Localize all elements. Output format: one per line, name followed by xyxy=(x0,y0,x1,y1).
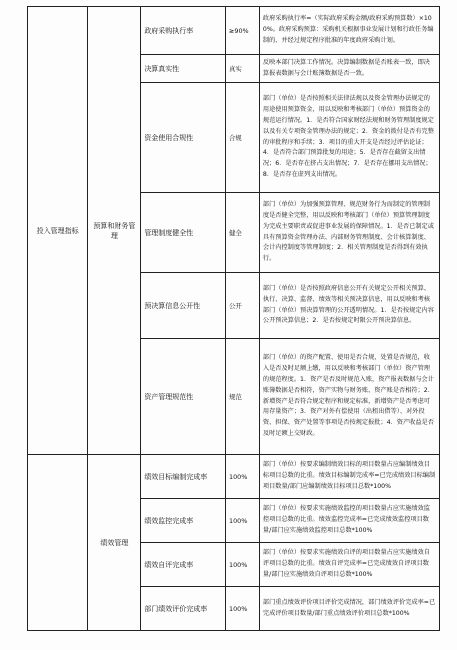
level1-cell-continued xyxy=(28,455,88,631)
standard-cell: ≥90% xyxy=(226,7,260,55)
table-row xyxy=(28,455,440,499)
description-cell: 部门（单位）是否按照政府信息公开有关规定公开相关预算、执行、决算、监督、绩效等相关预决算信息，用以反映和考核部门（单位）预决算管理的公开透明情况。1．是否按规定内容公开预决算信息；2．是否按规定时限公开预决算信息。 xyxy=(259,273,439,339)
standard-cell: 公开 xyxy=(226,273,260,339)
description-cell: 部门（单位）按要求实施绩效自评的项目数量占应实施绩效自评项目总数的比重。绩效自评完成率=已完成绩效自评项目数量/部门应实施绩效自评项目总数*100% xyxy=(259,543,439,587)
standard-cell: 100% xyxy=(226,587,260,631)
standard-cell: 100% xyxy=(226,543,260,587)
indicator-table xyxy=(27,6,440,631)
indicator-cell: 部门绩效评价完成率 xyxy=(141,587,226,631)
standard-cell: 健全 xyxy=(226,193,260,273)
standard-cell: 规范 xyxy=(226,339,260,455)
description-cell: 反映本部门决算工作情况。决算编制数据是否账表一致，即决算报表数据与会计账簿数据是否一致。 xyxy=(259,55,439,83)
description-cell: 部门（单位）按要求实施绩效监控的项目数量占应实施绩效监控项目总数的比重。绩效监控完成率=已完成绩效监控项目数量/部门应实施绩效监控项目总数*100% xyxy=(259,499,439,543)
standard-cell: 真实 xyxy=(226,55,260,83)
group-cell-performance: 绩效管理 xyxy=(88,455,141,631)
standard-cell: 100% xyxy=(226,499,260,543)
indicator-cell: 预决算信息公开性 xyxy=(141,273,226,339)
description-cell: 部门（单位）是否按照相关法律法规以及资金管理办法规定的用途使用预算资金，用以反映和考核部门（单位）预算资金的规范运行情况。1．是否符合国家财经法规和财务管理制度规定以及有关专项资金管理办法的规定；2．资金的拨付是否有完整的审批程序和手续；3．项目的重大开支是否经过评估论证；4．是否符合部门预算批复的用途；5．是否存在截留支出情况；6．是否存在挤占支出情况；7．是否存在挪用支出情况；8．是否存在虚列支出情况。 xyxy=(259,83,439,193)
description-cell: 部门（单位）按要求编制绩效目标的项目数量占应编制绩效目标项目总数的比重。绩效目标编制完成率=已完成绩效目标编制项目数量/部门应编制绩效目标项目总数*100% xyxy=(259,455,439,499)
group-cell-budget: 预算和财务管理 xyxy=(88,7,141,455)
description-cell: 政府采购执行率=（实际政府采购金额/政府采购预算数）×100%。政府采购预算：采购机关根据事业发展计划和行政任务编制的、并经过规定程序批准的年度政府采购计划。 xyxy=(259,7,439,55)
indicator-cell: 绩效自评完成率 xyxy=(141,543,226,587)
indicator-cell: 资产管理规范性 xyxy=(141,339,226,455)
standard-cell: 合规 xyxy=(226,83,260,193)
indicator-cell: 决算真实性 xyxy=(141,55,226,83)
description-cell: 部门（单位）的资产配置、使用是否合规，处置是否规范，收入是否及时足额上缴，用以反映和考核部门（单位）资产管理的规范程度。1．资产是否及时规范入账，资产报表数据与会计账簿数据是否相符，资产实物与财务账、资产账是否相符；2．新增资产是否符合规定程序和规定标准，新增资产是否考虑可用存量资产；3．资产对外有偿使用（出租出借等）、对外投资、担保、资产处置等事项是否按规定报批；4．资产收益是否及时足额上交财政。 xyxy=(259,339,439,455)
table-row xyxy=(28,7,440,55)
description-cell: 部门（单位）为加强预算管理、规范财务行为而制定的管理制度是否健全完整，用以反映和考核部门（单位）预算管理制度为完成主要职责或促进事业发展的保障情况。1．是否已制定或具有预算资金管理办法、内部财务管理制度、会计核算制度、会计内控制度等管理制度；2．相关管理制度是否得到有效执行。 xyxy=(259,193,439,273)
indicator-cell: 绩效监控完成率 xyxy=(141,499,226,543)
indicator-cell: 绩效目标编制完成率 xyxy=(141,455,226,499)
level1-cell: 投入管理指标 xyxy=(28,7,88,455)
indicator-cell: 管理制度健全性 xyxy=(141,193,226,273)
indicator-cell: 资金使用合规性 xyxy=(141,83,226,193)
indicator-cell: 政府采购执行率 xyxy=(141,7,226,55)
standard-cell: 100% xyxy=(226,455,260,499)
description-cell: 部门重点绩效评价项目评价完成情况，部门绩效评价完成率=已完成评价项目数量/部门重点绩效评价项目总数*100% xyxy=(259,587,439,631)
